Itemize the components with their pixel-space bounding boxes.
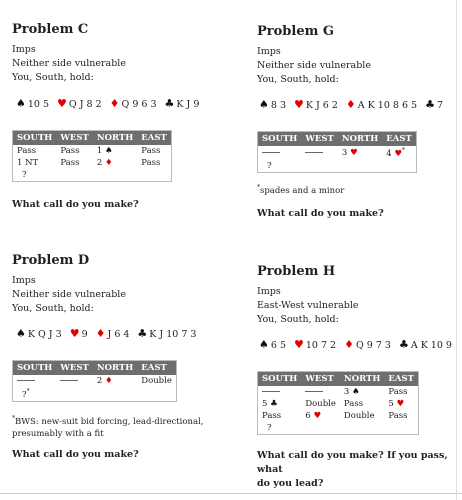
bid — [56, 375, 93, 387]
spade-icon: ♠ — [352, 387, 360, 397]
problem-c — [12, 22, 212, 85]
bid: ? — [22, 170, 27, 180]
table-row — [13, 169, 172, 182]
problem-title: Problem H — [257, 264, 336, 279]
spade-icon: ♠ — [16, 97, 26, 110]
problem-title: Problem C — [12, 22, 89, 37]
club-icon: ♣ — [425, 98, 435, 111]
vulnerability: Neither side vulnerable — [12, 289, 126, 300]
dash-mark — [262, 152, 280, 153]
heart-icon: ♥ — [293, 338, 304, 351]
vulnerability: Neither side vulnerable — [257, 60, 371, 71]
footnote-mark: * — [26, 388, 30, 395]
bid: 1 ♠ — [96, 146, 113, 156]
heart-cards: Q J 8 2 — [68, 99, 102, 110]
table-row — [258, 398, 419, 410]
bid: Double — [141, 376, 172, 386]
dash-mark — [305, 152, 323, 153]
heart-icon: ♥ — [69, 327, 80, 340]
header-east: EAST — [137, 131, 171, 146]
club-cards: K J 10 7 3 — [149, 329, 197, 340]
header-west: WEST — [56, 131, 93, 146]
heart-cards: 10 7 2 — [305, 340, 337, 351]
table-row — [258, 410, 419, 422]
bid: Double — [343, 411, 375, 421]
spade-icon: ♠ — [259, 98, 269, 111]
diamond-cards: Q 9 7 3 — [355, 340, 391, 351]
club-cards: K J 9 — [176, 99, 200, 110]
hand-c — [16, 97, 207, 110]
header-south: SOUTH — [258, 372, 302, 387]
bid: Pass — [60, 158, 80, 168]
heart-icon: ♥ — [396, 399, 405, 409]
header-west: WEST — [301, 132, 338, 147]
spade-cards: 6 5 — [270, 340, 286, 351]
table-row — [13, 157, 172, 169]
problem-d — [12, 253, 212, 316]
footnote-g: *spades and a minor — [257, 184, 345, 196]
header-south: SOUTH — [13, 131, 57, 146]
vulnerability: East-West vulnerable — [257, 300, 359, 311]
header-east: EAST — [137, 361, 176, 376]
diamond-icon: ♦ — [104, 158, 113, 168]
header-west: WEST — [301, 372, 340, 387]
dash-mark — [17, 380, 35, 381]
auction-table-d — [12, 360, 177, 402]
diamond-icon: ♦ — [104, 376, 113, 386]
diamond-cards: J 6 4 — [107, 329, 130, 340]
question-d: What call do you make? — [12, 449, 139, 460]
header-north: NORTH — [340, 372, 384, 387]
bid: 3 ♥ — [341, 147, 358, 158]
spade-cards: 8 3 — [270, 100, 286, 111]
table-row — [13, 375, 177, 387]
question-h: What call do you make? If you pass, what do you lead? — [257, 450, 448, 489]
table-row — [13, 145, 172, 157]
header-south: SOUTH — [13, 361, 57, 376]
spade-icon: ♠ — [16, 327, 26, 340]
bid: ? — [267, 160, 272, 171]
footnote-d: *BWS: new-suit bid forcing, lead-directional, presumably with a fit — [12, 415, 204, 439]
header-west: WEST — [56, 361, 93, 376]
spade-cards: K Q J 3 — [27, 329, 62, 340]
question-c: What call do you make? — [12, 199, 139, 210]
auction-table-h — [257, 371, 419, 435]
bid: Pass — [60, 146, 80, 156]
hand-h — [259, 338, 460, 351]
heart-icon: ♥ — [57, 97, 67, 110]
bid: 1 NT — [17, 158, 39, 168]
bid: ? — [267, 423, 272, 433]
scoring: Imps — [257, 46, 281, 57]
bid: 2 ♦ — [96, 158, 113, 168]
hold-label: You, South, hold: — [257, 314, 339, 325]
club-cards: A K 10 9 — [410, 340, 452, 351]
dash-mark — [60, 380, 78, 381]
bid — [301, 146, 338, 160]
header-east: EAST — [384, 372, 418, 387]
scoring: Imps — [12, 44, 36, 55]
bid: 3 ♠ — [343, 387, 360, 397]
divider — [456, 0, 457, 500]
problem-title: Problem G — [257, 24, 334, 39]
heart-icon: ♥ — [313, 411, 322, 421]
header-east: EAST — [382, 132, 416, 147]
diamond-icon: ♦ — [344, 338, 354, 351]
heart-icon: ♥ — [293, 98, 304, 111]
bid — [301, 386, 340, 398]
diamond-icon: ♦ — [345, 98, 356, 111]
table-row — [258, 422, 419, 435]
bid: Pass — [141, 158, 161, 168]
scoring: Imps — [257, 286, 281, 297]
heart-icon: ♥ — [394, 148, 403, 159]
heart-cards: 9 — [81, 329, 88, 340]
bid — [258, 386, 302, 398]
club-icon: ♣ — [137, 327, 148, 340]
table-row — [258, 146, 417, 160]
diamond-icon: ♦ — [109, 97, 120, 110]
hold-label: You, South, hold: — [12, 72, 94, 83]
hand-d — [16, 327, 204, 340]
bid: Pass — [141, 146, 161, 156]
bid: Pass — [17, 146, 37, 156]
scoring: Imps — [12, 275, 36, 286]
header-north: NORTH — [93, 361, 137, 376]
bid: Pass — [262, 411, 282, 421]
divider — [0, 493, 462, 494]
table-row — [258, 386, 419, 398]
auction-table-g — [257, 131, 417, 173]
bid: Double — [305, 399, 336, 409]
bid: ?* — [22, 388, 30, 400]
table-row — [258, 160, 417, 173]
dash-mark — [262, 391, 280, 392]
table-row — [13, 387, 177, 401]
dash-mark — [305, 391, 323, 392]
header-north: NORTH — [338, 132, 382, 147]
problem-h — [257, 264, 457, 327]
bid: 2 ♦ — [96, 376, 113, 386]
hold-label: You, South, hold: — [257, 74, 339, 85]
problem-g — [257, 24, 457, 87]
bid: Pass — [388, 411, 408, 421]
hold-label: You, South, hold: — [12, 303, 94, 314]
club-icon: ♣ — [270, 399, 278, 409]
club-icon: ♣ — [164, 97, 175, 110]
auction-table-c — [12, 130, 172, 182]
footnote-mark: * — [402, 147, 406, 154]
diamond-cards: Q 9 6 3 — [121, 99, 157, 110]
header-south: SOUTH — [258, 132, 302, 147]
diamond-cards: A K 10 8 6 5 — [357, 100, 418, 111]
hand-g — [259, 98, 451, 111]
bid: Pass — [343, 399, 364, 409]
bid: 5 ♣ — [262, 399, 278, 409]
bid: 5 ♥ — [388, 399, 405, 409]
spade-cards: 10 5 — [27, 99, 50, 110]
bid: 4 ♥* — [386, 147, 406, 159]
diamond-icon: ♦ — [95, 327, 106, 340]
bid — [258, 146, 302, 160]
club-icon: ♣ — [398, 338, 409, 351]
heart-icon: ♥ — [349, 147, 358, 158]
spade-icon: ♠ — [104, 146, 113, 156]
problem-title: Problem D — [12, 253, 90, 268]
heart-cards: K J 6 2 — [305, 100, 338, 111]
vulnerability: Neither side vulnerable — [12, 58, 126, 69]
spade-icon: ♠ — [259, 338, 269, 351]
question-g: What call do you make? — [257, 208, 384, 219]
bid: Pass — [388, 387, 408, 397]
bid: 6 ♥ — [305, 411, 322, 421]
header-north: NORTH — [93, 131, 137, 146]
bid — [13, 375, 57, 387]
club-cards: 7 — [436, 100, 443, 111]
